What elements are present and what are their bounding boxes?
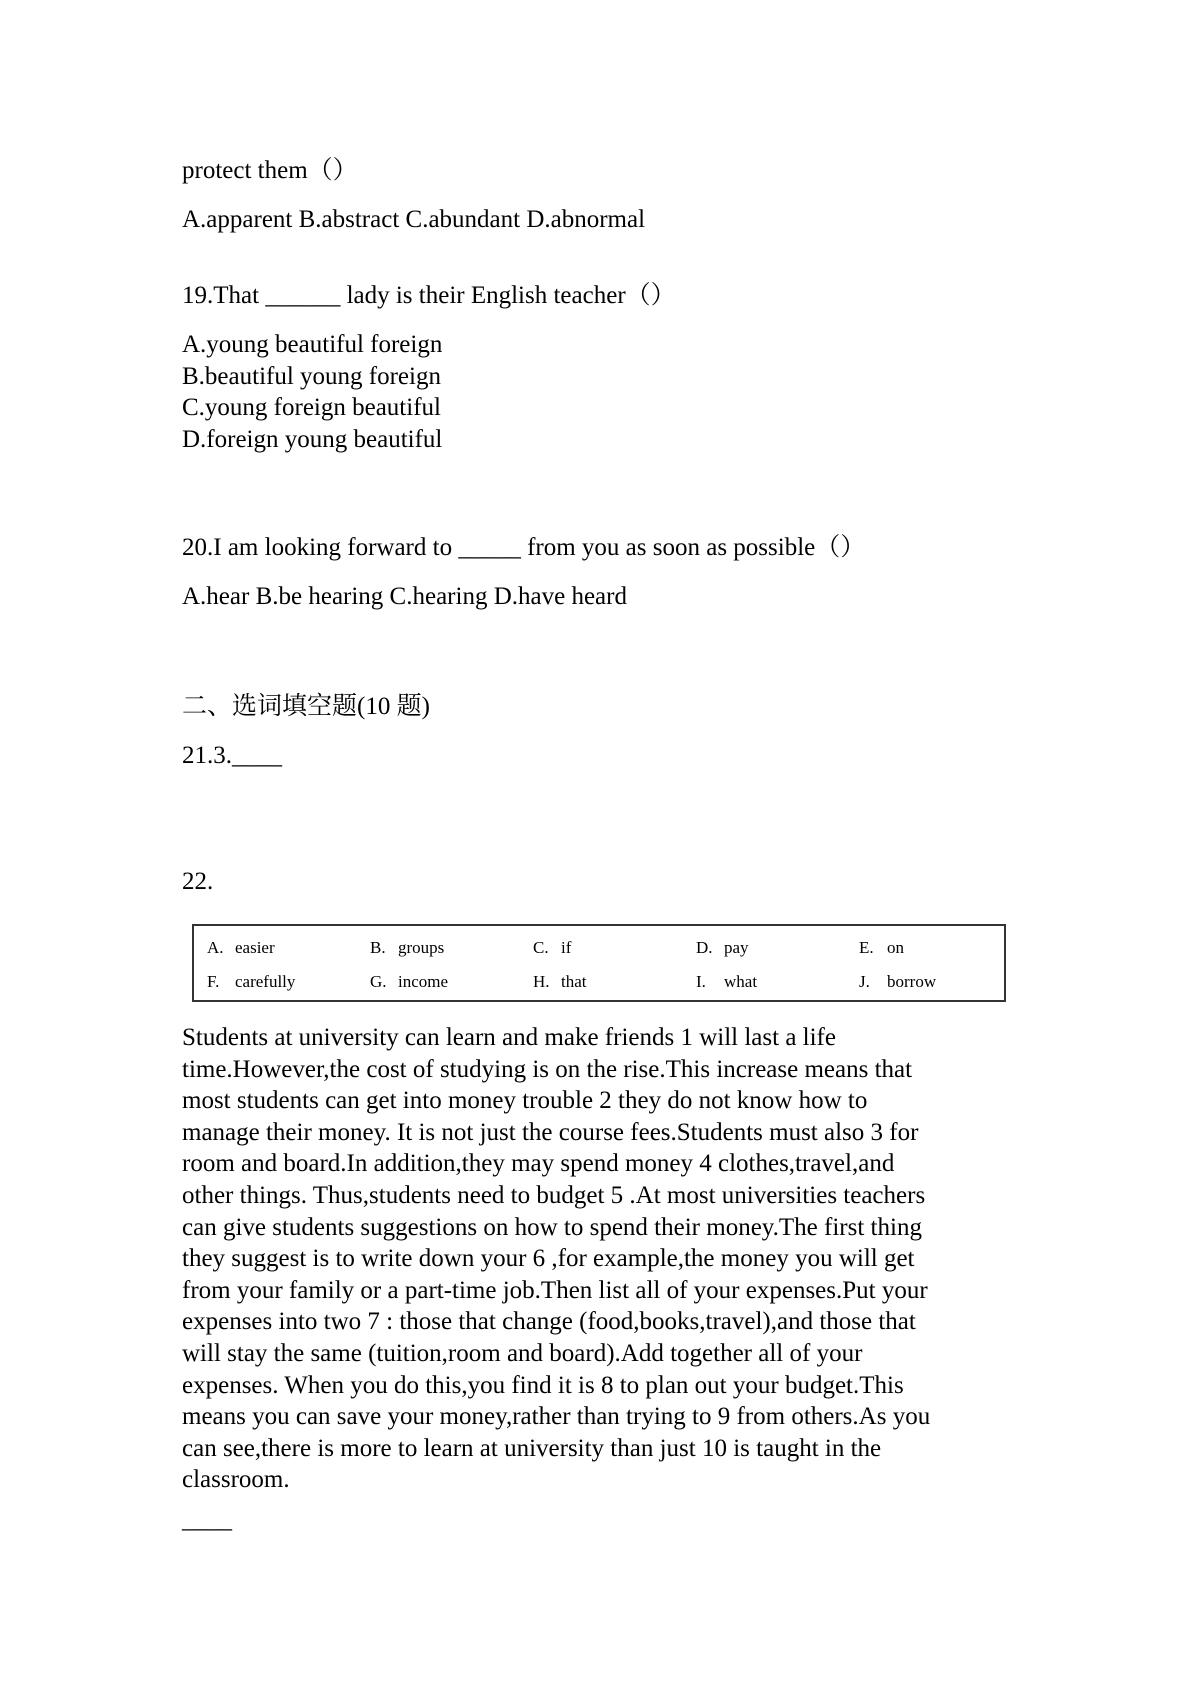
q20-options: A.hear B.be hearing C.hearing D.have heard xyxy=(182,583,627,610)
word-option-d: D. pay xyxy=(696,938,749,957)
passage-line: from your family or a part-time job.Then list all of your expenses.Put your xyxy=(182,1276,928,1304)
word-option-e: E. on xyxy=(859,938,904,957)
word-bank-row xyxy=(207,936,1004,960)
passage-line: time.However,the cost of studying is on the rise.This increase means that xyxy=(182,1055,913,1083)
word-option-f: F. carefully xyxy=(207,972,296,991)
word-option-j: J. borrow xyxy=(859,972,937,991)
q19-option-b: B.beautiful young foreign xyxy=(182,362,441,390)
passage-line: Students at university can learn and make friends 1 will last a life xyxy=(182,1024,836,1051)
cloze-passage xyxy=(182,1022,1017,1496)
passage-line: they suggest is to write down your 6 ,for example,the money you will get xyxy=(182,1245,915,1273)
word-option-b: B. groups xyxy=(370,938,445,957)
passage-line: expenses into two 7 : those that change (food,books,travel),and those that xyxy=(182,1308,916,1336)
q19-options xyxy=(182,329,442,455)
passage-line: room and board.In addition,they may spend money 4 clothes,travel,and xyxy=(182,1150,895,1178)
q21-stem: 21.3.____ xyxy=(182,742,282,769)
q19-option-a: A.young beautiful foreign xyxy=(182,331,443,358)
word-bank-row xyxy=(207,970,1004,994)
q20-stem: 20.I am looking forward to _____ from you as soon as possible（） xyxy=(182,534,866,561)
passage-line: manage their money. It is not just the course fees.Students must also 3 for xyxy=(182,1118,919,1146)
section-2-heading: 二、选词填空题(10 题) xyxy=(182,693,430,720)
passage-line: will stay the same (tuition,room and board).Add together all of your xyxy=(182,1339,863,1367)
word-bank-box xyxy=(192,924,1006,1002)
q22-number: 22. xyxy=(182,868,214,895)
word-option-g: G. income xyxy=(370,972,449,991)
word-option-h: H. that xyxy=(533,972,587,991)
word-option-c: C. if xyxy=(533,938,572,957)
passage-line: other things. Thus,students need to budget 5 .At most universities teachers xyxy=(182,1181,926,1209)
word-option-a: A. easier xyxy=(207,938,275,957)
q19-stem: 19.That ______ lady is their English teacher（） xyxy=(182,282,676,309)
word-option-i: I. what xyxy=(696,972,758,991)
passage-line: can give students suggestions on how to spend their money.The first thing xyxy=(182,1213,922,1241)
passage-line: can see,there is more to learn at university than just 10 is taught in the xyxy=(182,1434,882,1462)
answer-blank: ____ xyxy=(182,1506,232,1533)
q18-stem: protect them（） xyxy=(182,157,358,184)
passage-line: means you can save your money,rather than trying to 9 from others.As you xyxy=(182,1403,931,1431)
passage-line: most students can get into money trouble 2 they do not know how to xyxy=(182,1087,868,1115)
q19-option-c: C.young foreign beautiful xyxy=(182,394,441,421)
q18-options: A.apparent B.abstract C.abundant D.abnormal xyxy=(182,206,646,233)
passage-line: expenses. When you do this,you find it is 8 to plan out your budget.This xyxy=(182,1371,904,1399)
q19-option-d: D.foreign young beautiful xyxy=(182,425,443,453)
passage-line: classroom. xyxy=(182,1466,290,1494)
